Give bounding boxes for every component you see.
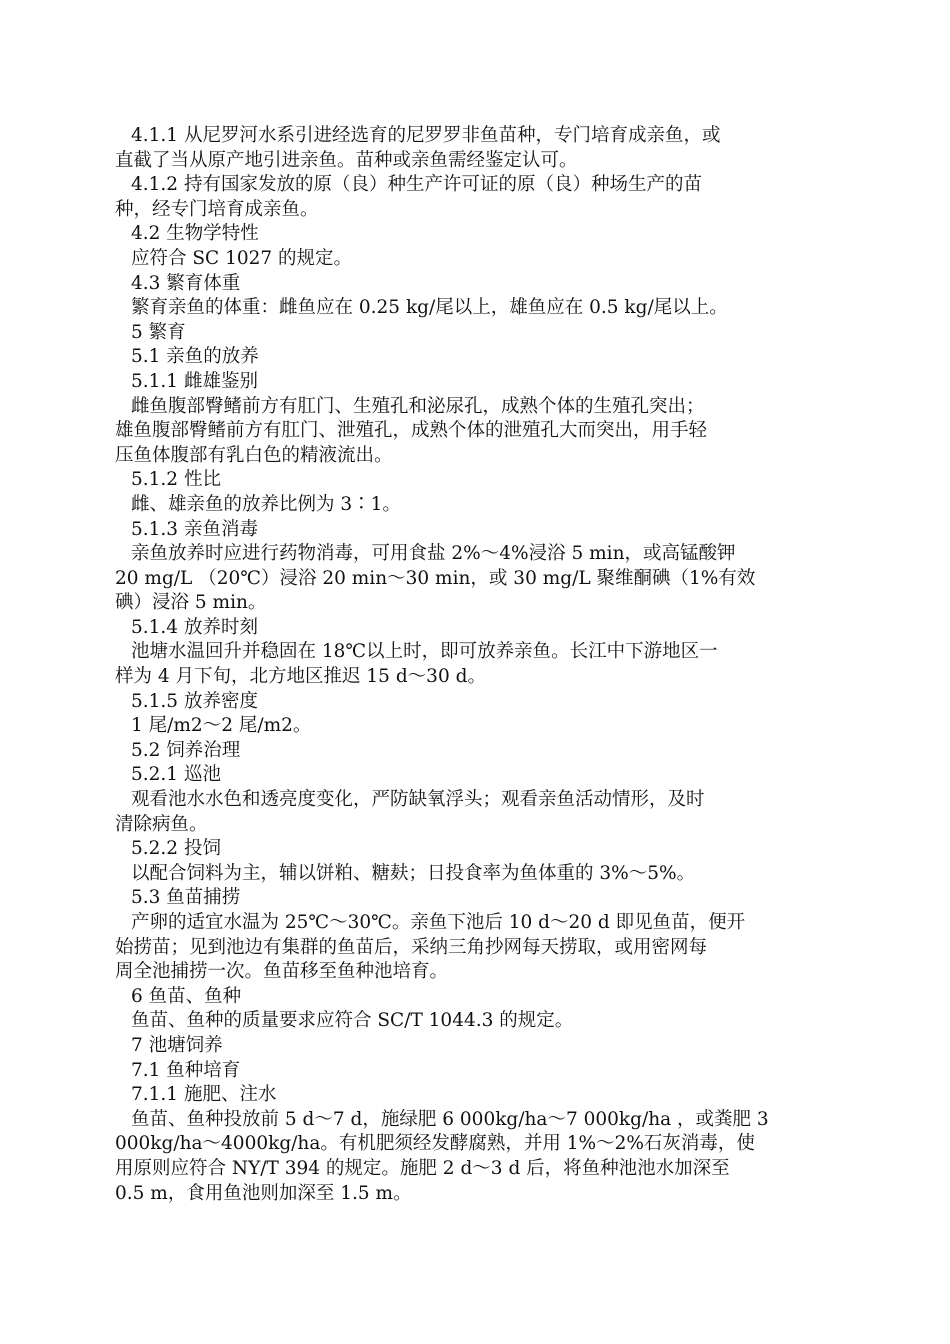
paragraph-line: 清除病鱼。	[115, 813, 208, 835]
paragraph-line: 鱼苗、鱼种投放前 5 d～7 d，施绿肥 6 000kg/ha～7 000kg/ha ，或粪肥 3	[131, 1108, 769, 1130]
heading-5: 5 繁育	[131, 321, 186, 343]
paragraph-line: 雌鱼腹部臀鳍前方有肛门、生殖孔和泌尿孔，成熟个体的生殖孔突出；	[131, 395, 705, 417]
heading-5-1-1: 5.1.1 雌雄鉴别	[131, 370, 258, 392]
heading-5-1-3: 5.1.3 亲鱼消毒	[131, 518, 258, 540]
paragraph-line: 产卵的适宜水温为 25℃～30℃。亲鱼下池后 10 d～20 d 即见鱼苗，便开	[131, 912, 746, 933]
paragraph-line: 雄鱼腹部臀鳍前方有肛门、泄殖孔，成熟个体的泄殖孔大而突出，用手轻	[115, 420, 708, 442]
paragraph-line: 观看池水水色和透亮度变化，严防缺氧浮头；观看亲鱼活动情形，及时	[131, 789, 705, 811]
heading-5-1-5: 5.1.5 放养密度	[131, 690, 258, 712]
paragraph-line: 压鱼体腹部有乳白色的精液流出。	[115, 444, 393, 466]
paragraph-line: 繁育亲鱼的体重：雌鱼应在 0.25 kg/尾以上，雄鱼应在 0.5 kg/尾以上。	[131, 297, 728, 319]
heading-6: 6 鱼苗、鱼种	[131, 985, 242, 1007]
paragraph-line: 1 尾/m2～2 尾/m2。	[131, 715, 312, 737]
section-4-1-1: 4.1.1 从尼罗河水系引进经选育的尼罗罗非鱼苗种，专门培育成亲鱼，或	[131, 125, 721, 146]
paragraph-line: 以配合饲料为主，辅以饼粕、糖麸；日投食率为鱼体重的 3%～5%。	[131, 862, 696, 884]
heading-5-1-4: 5.1.4 放养时刻	[131, 616, 258, 638]
document-body	[115, 124, 835, 1206]
heading-5-2: 5.2 饲养治理	[131, 739, 241, 761]
paragraph-line: 20 mg/L （20℃）浸浴 20 min～30 min，或 30 mg/L 聚维酮碘（1%有效	[115, 567, 756, 589]
heading-4-2: 4.2 生物学特性	[131, 223, 259, 245]
heading-7: 7 池塘饲养	[131, 1034, 223, 1056]
paragraph-line: 样为 4 月下旬，北方地区推迟 15 d～30 d。	[115, 666, 486, 688]
heading-5-2-1: 5.2.1 巡池	[131, 764, 221, 786]
heading-5-2-2: 5.2.2 投饲	[131, 838, 221, 860]
paragraph-line: 始捞苗；见到池边有集群的鱼苗后，采纳三角抄网每天捞取，或用密网每	[115, 936, 708, 958]
heading-5-1: 5.1 亲鱼的放养	[131, 346, 259, 368]
heading-4-3: 4.3 繁育体重	[131, 272, 241, 294]
paragraph-line: 周全池捕捞一次。鱼苗移至鱼种池培育。	[115, 961, 449, 983]
paragraph-line: 池塘水温回升并稳固在 18℃以上时，即可放养亲鱼。长江中下游地区一	[131, 641, 718, 663]
paragraph-line: 用原则应符合 NY/T 394 的规定。施肥 2 d～3 d 后，将鱼种池池水加深至	[115, 1157, 730, 1179]
paragraph-line: 000kg/ha～4000kg/ha。有机肥须经发酵腐熟，并用 1%～2%石灰消毒，使	[115, 1133, 755, 1155]
heading-5-1-2: 5.1.2 性比	[131, 469, 221, 491]
paragraph-line: 种，经专门培育成亲鱼。	[115, 198, 319, 220]
heading-5-3: 5.3 鱼苗捕捞	[131, 887, 241, 909]
paragraph-line: 0.5 m，食用鱼池则加深至 1.5 m。	[115, 1182, 412, 1204]
heading-7-1-1: 7.1.1 施肥、注水	[131, 1084, 277, 1106]
heading-7-1: 7.1 鱼种培育	[131, 1059, 241, 1081]
paragraph-line: 应符合 SC 1027 的规定。	[131, 247, 353, 269]
paragraph-line: 亲鱼放养时应进行药物消毒，可用食盐 2%～4%浸浴 5 min，或高锰酸钾	[131, 543, 736, 565]
paragraph-line: 直截了当从原产地引进亲鱼。苗种或亲鱼需经鉴定认可。	[115, 149, 578, 171]
paragraph-line: 鱼苗、鱼种的质量要求应符合 SC/T 1044.3 的规定。	[131, 1010, 574, 1032]
paragraph-line: 碘）浸浴 5 min。	[115, 592, 267, 614]
section-4-1-2: 4.1.2 持有国家发放的原（良）种生产许可证的原（良）种场生产的苗	[131, 174, 702, 196]
paragraph-line: 雌、雄亲鱼的放养比例为 3∶1。	[131, 493, 401, 515]
